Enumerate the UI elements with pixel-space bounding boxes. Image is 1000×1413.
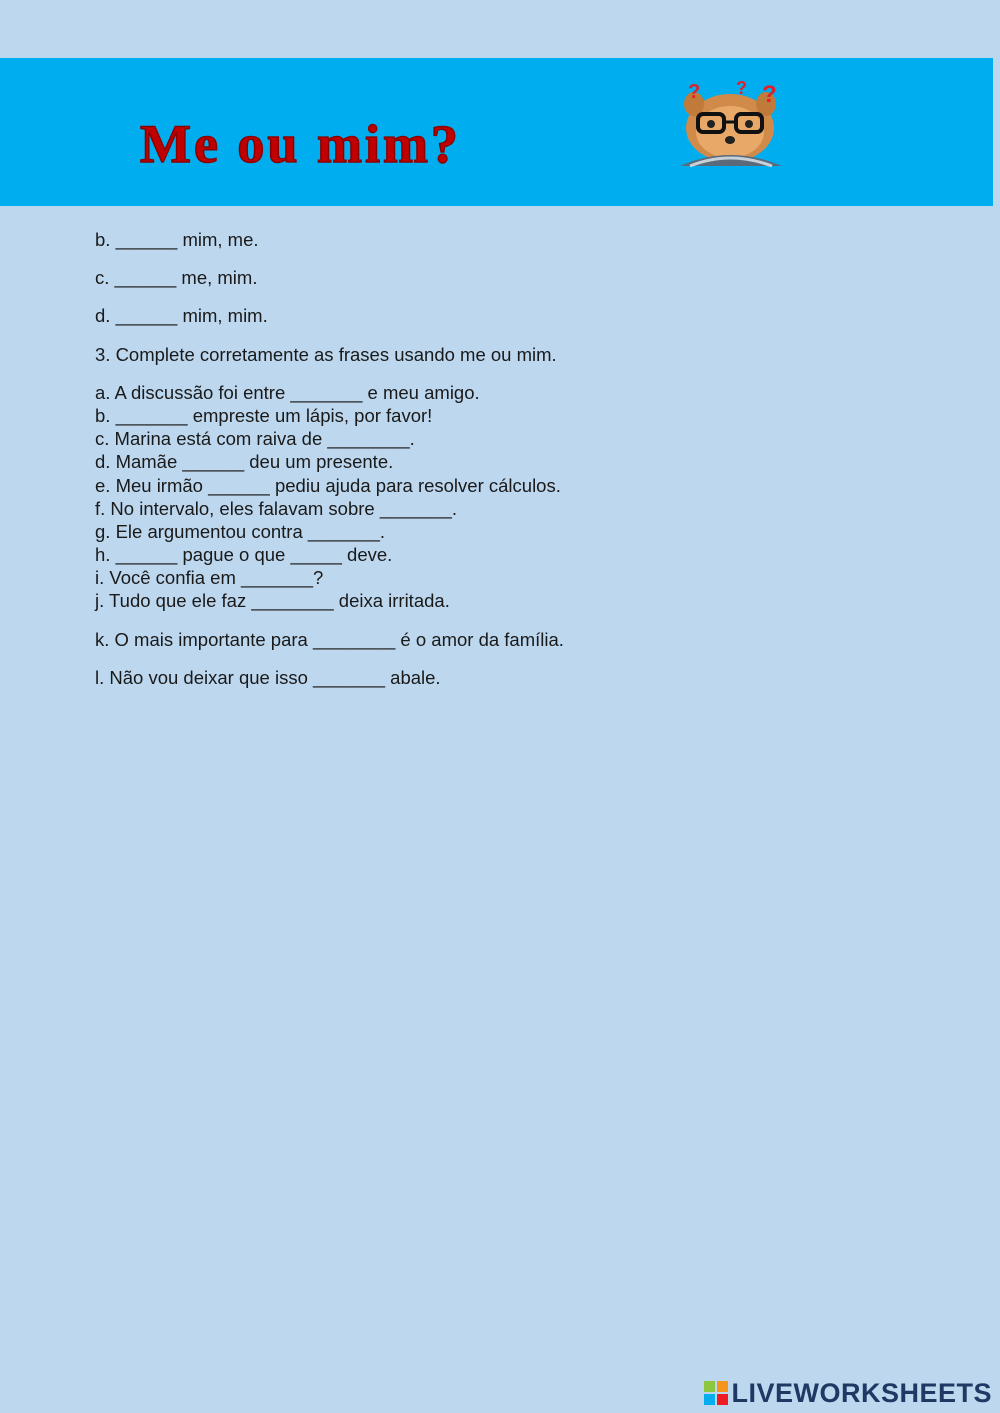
list-item: e. Meu irmão ______ pediu ajuda para resolver cálculos. [95, 474, 561, 496]
list-item: h. ______ pague o que _____ deve. [95, 544, 393, 566]
svg-text:?: ? [762, 81, 777, 108]
dog-with-glasses-icon [670, 78, 792, 168]
footer-brand[interactable] [704, 1378, 992, 1408]
option-c: c. ______ me, mim. [95, 267, 258, 289]
list-item: a. A discussão foi entre _______ e meu amigo. [95, 381, 480, 403]
brand-name: LIVEWORKSHEETS [731, 1378, 992, 1408]
list-item: c. Marina está com raiva de ________. [95, 428, 415, 450]
list-item: d. Mamãe ______ deu um presente. [95, 451, 394, 473]
list-item-k: k. O mais importante para ________ é o amor da família. [95, 628, 564, 650]
question-3-prompt: 3. Complete corretamente as frases usando me ou mim. [95, 343, 557, 365]
option-d: d. ______ mim, mim. [95, 305, 268, 327]
question-3-list [95, 381, 895, 613]
option-b: b. ______ mim, me. [95, 229, 259, 250]
liveworksheets-logo-icon [704, 1381, 728, 1405]
list-item: b. _______ empreste um lápis, por favor! [95, 404, 433, 426]
list-item: f. No intervalo, eles falavam sobre _______. [95, 497, 457, 519]
list-item: j. Tudo que ele faz ________ deixa irritada. [95, 590, 450, 612]
svg-text:?: ? [688, 81, 701, 103]
list-item: g. Ele argumentou contra _______. [95, 520, 386, 542]
list-item: i. Você confia em _______? [95, 567, 324, 589]
list-item-l: l. Não vou deixar que isso _______ abale. [95, 666, 441, 688]
svg-text:?: ? [736, 78, 747, 98]
worksheet-content [95, 228, 895, 689]
page-title: Me ou mim? [140, 114, 461, 174]
